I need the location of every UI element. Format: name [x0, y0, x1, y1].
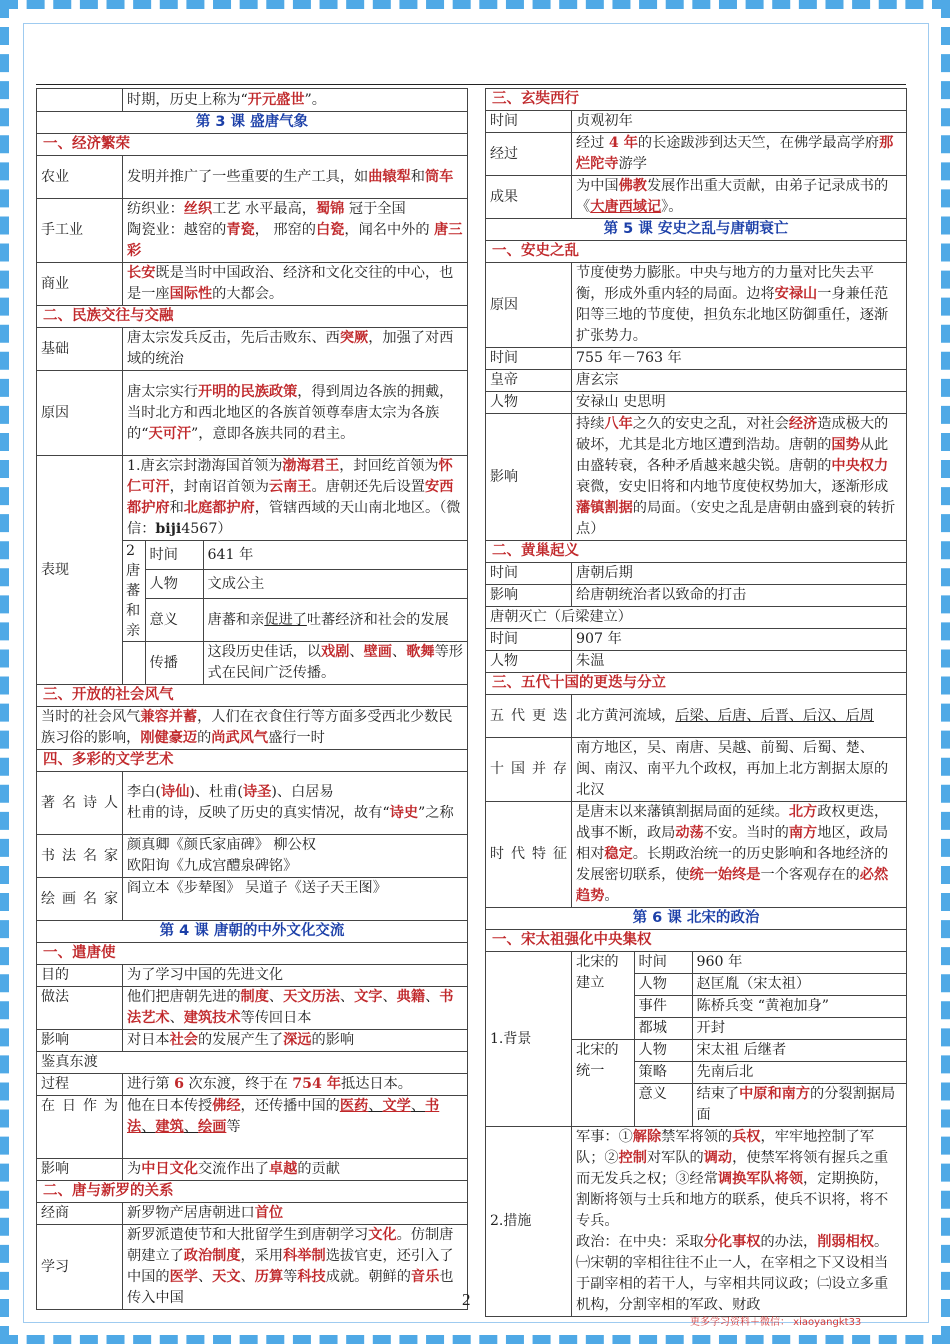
table-row: 绘画名家 阎立本《步辇图》 吴道子《送子天王图》	[37, 878, 468, 921]
table-row: 过程 进行第 6 次东渡，终于在 754 年抵达日本。	[37, 1074, 468, 1096]
table-row: 时间 贞观初年	[486, 111, 907, 133]
left-table	[36, 88, 468, 1310]
background-table: 北宋的建立 时间 960 年 人物 赵匡胤（宋太祖） 事件 陈桥兵变 “黄袍加身” 都城 开封 北宋的统一 人物 宋太祖 后继者 策略 先南后北 意义 结束了中原和南方的分裂割据局面	[572, 952, 906, 1126]
lesson-4-title: 第 4 课 唐朝的中外文化交流	[37, 921, 468, 943]
left-column	[36, 88, 468, 1310]
table-row: 农业 发明并推广了一些重要的生产工具，如曲辕犁和筒车	[37, 156, 468, 199]
table-row: 成果 为中国佛教发展作出重大贡献，由弟子记录成书的《大唐西域记》。	[486, 176, 907, 219]
table-row: 表现 1.唐玄宗封渤海国首领为渤海君王，封回纥首领为怀仁可汗，封南诏首领为云南王。唐朝还先后设置安西都护府和北庭都护府，管辖西域的天山南北地区。（微信：biji4567） 2 唐蕃和亲 时间 641 年 人物 文成公主 意义 唐蕃和亲促进了吐蕃经济和社会的发展 传播 这段历史佳话，以戏剧、壁画、歌舞等形式在民间广泛传播。	[37, 456, 468, 685]
table-row: 基础 唐太宗发兵反击，先后击败东、西突厥，加强了对西域的统治	[37, 328, 468, 371]
section-heading: 一、遣唐使	[37, 943, 468, 965]
heqin-table: 2 唐蕃和亲 时间 641 年 人物 文成公主 意义 唐蕃和亲促进了吐蕃经济和社会的发展 传播 这段历史佳话，以戏剧、壁画、歌舞等形式在民间广泛传播。	[123, 540, 467, 684]
table-row: 影响 给唐朝统治者以致命的打击	[486, 585, 907, 607]
table-row: 商业 长安既是当时中国政治、经济和文化交往的中心，也是一座国际性的大都会。	[37, 263, 468, 306]
header-rule	[36, 84, 906, 85]
table-row: 时间 唐朝后期	[486, 563, 907, 585]
show-item-1: 1.唐玄宗封渤海国首领为渤海君王，封回纥首领为怀仁可汗，封南诏首领为云南王。唐朝还先后设置安西都护府和北庭都护府，管辖西域的天山南北地区。（微信：biji4567）	[127, 458, 461, 537]
table-row: 时间 755 年－763 年	[486, 348, 907, 370]
table-row: 影响 对日本社会的发展产生了深远的影响	[37, 1030, 468, 1052]
table-row: 经商 新罗物产居唐朝进口首位	[37, 1203, 468, 1225]
table-row: 原因 节度使势力膨胀。中央与地方的力量对比失去平衡，形成外重内轻的局面。边将安禄山一身兼任范阳等三地的节度使，担负东北地区防御重任，逐渐扩张势力。	[486, 263, 907, 348]
table-row: 影响 为中日文化交流作出了卓越的贡献	[37, 1159, 468, 1181]
table-row: 原因 唐太宗实行开明的民族政策，得到周边各族的拥戴，当时北方和西北地区的各族首领尊奉唐太宗为各族的“天可汗”，意即各族共同的君主。	[37, 371, 468, 456]
table-row: 做法 他们把唐朝先进的制度、天文历法、文字、典籍、书法艺术、建筑技术等传回日本	[37, 987, 468, 1030]
table-row: 手工业 纺织业：丝织工艺 水平最高，蜀锦 冠于全国 陶瓷业：越窑的青瓷， 邢窑的白瓷，闻名中外的 唐三彩	[37, 199, 468, 263]
table-row: 人物 安禄山 史思明	[486, 392, 907, 414]
section-heading: 三、五代十国的更迭与分立	[486, 673, 907, 695]
section-heading: 二、黄巢起义	[486, 541, 907, 563]
lesson-5-title: 第 5 课 安史之乱与唐朝衰亡	[486, 219, 907, 241]
section-heading: 一、安史之乱	[486, 241, 907, 263]
table-row: 时代特征 是唐末以来藩镇割据局面的延续。北方政权更迭，战事不断，政局动荡不安。当时的南方地区，政局相对稳定。长期政治统一的历史影响和各地经济的发展密切联系，使统一始终是一个客观存在的必然趋势。	[486, 802, 907, 908]
table-row: 五代更迭 北方黄河流域，后梁、后唐、后晋、后汉、后周	[486, 695, 907, 738]
page-number: 2	[462, 1290, 471, 1309]
table-row: 著名诗人 李白(诗仙)、杜甫(诗圣)、白居易 杜甫的诗，反映了历史的真实情况，故有“诗史”之称	[37, 772, 468, 835]
table-row: 目的 为了学习中国的先进文化	[37, 965, 468, 987]
table-row: 时间 907 年	[486, 629, 907, 651]
table-row: 十国并存 南方地区，吴、南唐、吴越、前蜀、后蜀、楚、闽、南汉、南平九个政权，再加上北方割据太原的北汉	[486, 738, 907, 802]
table-row: 2.措施 军事：①解除禁军将领的兵权，牢牢地控制了军队；②控制对军队的调动，使禁军将领有握兵之重而无发兵之权；③经常调换军队将领，定期换防，割断将领与士兵和地方的联系，使兵不识将，将不专兵。 政治：在中央：采取分化事权的办法，削弱相权。㈠宋朝的宰相往往不止一人，在宰相之下又设相当于副宰相的若干人，与宰相共同议政；㈡设立多重机构，分割宰相的军政、财政	[486, 1127, 907, 1317]
section-heading: 一、经济繁荣	[37, 134, 468, 156]
lesson-6-title: 第 6 课 北宋的政治	[486, 908, 907, 930]
table-row: 鉴真东渡	[37, 1052, 468, 1074]
footer-note: 更多学习资料＋微信： xiaoyangkt33	[690, 1317, 862, 1328]
table-row: 时期，历史上称为“开元盛世”。	[37, 89, 468, 112]
lesson-3-title: 第 3 课 盛唐气象	[37, 112, 468, 134]
section-heading: 三、开放的社会风气	[37, 685, 468, 707]
table-row: 皇帝 唐玄宗	[486, 370, 907, 392]
section-heading: 一、宋太祖强化中央集权	[486, 930, 907, 952]
table-row: 学习 新罗派遣使节和大批留学生到唐朝学习文化。仿制唐朝建立了政治制度，采用科举制选拔官吏，还引入了中国的医学、天文、历算等科技成就。朝鲜的音乐也传入中国	[37, 1225, 468, 1310]
table-row: 书法名家 颜真卿《颜氏家庙碑》 柳公权 欧阳询《九成宫醴泉碑铭》	[37, 835, 468, 878]
section-heading: 二、唐与新罗的关系	[37, 1181, 468, 1203]
table-row: 当时的社会风气兼容并蓄，人们在衣食住行等方面多受西北少数民族习俗的影响，刚健豪迈的尚武风气盛行一时	[37, 707, 468, 750]
section-heading: 三、玄奘西行	[486, 89, 907, 111]
right-column	[485, 88, 907, 1317]
table-row: 在日作为 他在日本传授佛经，还传播中国的医药、文学、书法、建筑、绘画等	[37, 1096, 468, 1159]
section-heading: 二、民族交往与交融	[37, 306, 468, 328]
table-row: 影响 持续八年之久的安史之乱，对社会经济造成极大的破坏，尤其是北方地区遭到浩劫。唐朝的国势从此由盛转衰，各种矛盾越来越尖锐。唐朝的中央权力衰微，安史旧将和内地节度使权势加大，逐渐形成藩镇割据的局面。（安史之乱是唐朝由盛到衰的转折点）	[486, 414, 907, 541]
right-table	[485, 88, 907, 1317]
table-row: 经过 经过 4 年的长途跋涉到达天竺，在佛学最高学府那烂陀寺游学	[486, 133, 907, 176]
section-heading: 四、多彩的文学艺术	[37, 750, 468, 772]
table-row: 人物 朱温	[486, 651, 907, 673]
table-row: 1.背景 北宋的建立 时间 960 年 人物 赵匡胤（宋太祖） 事件 陈桥兵变 “黄袍加身” 都城 开封 北宋的统一 人物 宋太祖 后继者 策略 先南后北 意义 结束了中原和南方的分裂割据局面	[486, 952, 907, 1127]
table-row: 唐朝灭亡（后梁建立）	[486, 607, 907, 629]
